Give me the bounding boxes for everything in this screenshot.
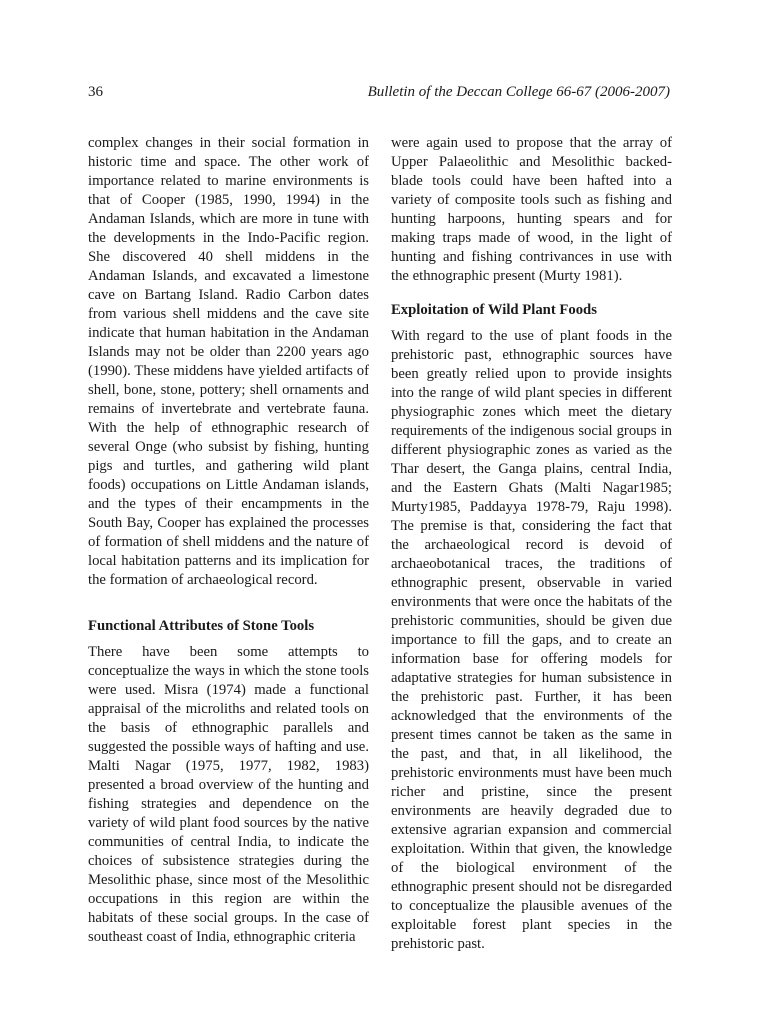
section-heading-stone-tools: Functional Attributes of Stone Tools bbox=[88, 618, 315, 634]
right-paragraph-2: With regard to the use of plant foods in the prehistoric past, ethnographic sources have been greatly relied upon to provide insights into the range of wild plant species in different physiographic zones which meet the dietary requirements of the indigenous social groups in different physiographic zones as varied as the Thar desert, the Ganga plains, central India, and the Eastern Ghats (Malti Nagar1985; Murty1985, Paddayya 1978-79, Raju 1998). The premise is that, considering the fact that the archaeological record is devoid of archaeobotanical traces, the traditions of ethnographic present, observable in varied environments that were once the habitats of the prehistoric communities, should be given due importance to fill the gaps, and to create an information base for offering models for adaptative strategies for human subsistence in the prehistoric past. Further, it has been acknowledged that the environments of the present times cannot be taken as the same in the past, and that, in all likelihood, the prehistoric environments must have been much richer and pristine, since the present environments are heavily degraded due to extensive agrarian expansion and commercial exploitation. Within that given, the knowledge of the biological environment of the ethnographic present should not be disregarded to conceptualize the plausible avenues of the exploitable forest plant species in the prehistoric past. bbox=[391, 328, 672, 952]
left-paragraph-2: There have been some attempts to conceptualize the ways in which the stone tools were used. Misra (1974) made a functional appraisal of the microliths and related tools on the basis of ethnographic parallels and suggested the possible ways of hafting and use. Malti Nagar (1975, 1977, 1982, 1983) presented a broad overview of the hunting and fishing strategies and dependence on the variety of wild plant food sources by the native communities of central India, to indicate the choices of subsistence strategies during the Mesolithic phase, since most of the Mesolithic occupations in this region are within the habitats of these social groups. In the case of southeast coast of India, ethnographic criteria bbox=[88, 644, 369, 945]
left-paragraph-1: complex changes in their social formation in historic time and space. The other work of importance related to marine environments is that of Cooper (1985, 1990, 1994) in the Andaman Islands, which are more in tune with the developments in the Indo-Pacific region. She discovered 40 shell middens in the Andaman Islands, and excavated a limestone cave on Bartang Island. Radio Carbon dates from various shell middens and the cave site indicate that human habitation in the Andaman Islands may not be older than 2200 years ago (1990). These middens have yielded artifacts of shell, bone, stone, pottery; shell ornaments and remains of invertebrate and vertebrate fauna. With the help of ethnographic research of several Onge (who subsist by fishing, hunting pigs and turtles, and gathering wild plant foods) occupations on Little Andaman islands, and the types of their encampments in the South Bay, Cooper has explained the processes of formation of shell middens and the nature of local habitation patterns and its implication for the formation of archaeological record. bbox=[88, 135, 369, 588]
left-column bbox=[88, 134, 369, 947]
right-paragraph-1: were again used to propose that the array of Upper Palaeolithic and Mesolithic backed-blade tools could have been hafted into a variety of composite tools such as fishing and hunting harpoons, hunting spears and for making traps made of wood, in the light of hunting and fishing contrivances in use with the ethnographic present (Murty 1981). bbox=[391, 135, 672, 284]
running-head: Bulletin of the Deccan College 66-67 (2006-2007) bbox=[367, 84, 670, 100]
section-heading-wild-plant-foods: Exploitation of Wild Plant Foods bbox=[391, 302, 597, 318]
right-column bbox=[391, 134, 672, 954]
page-number: 36 bbox=[88, 84, 103, 100]
